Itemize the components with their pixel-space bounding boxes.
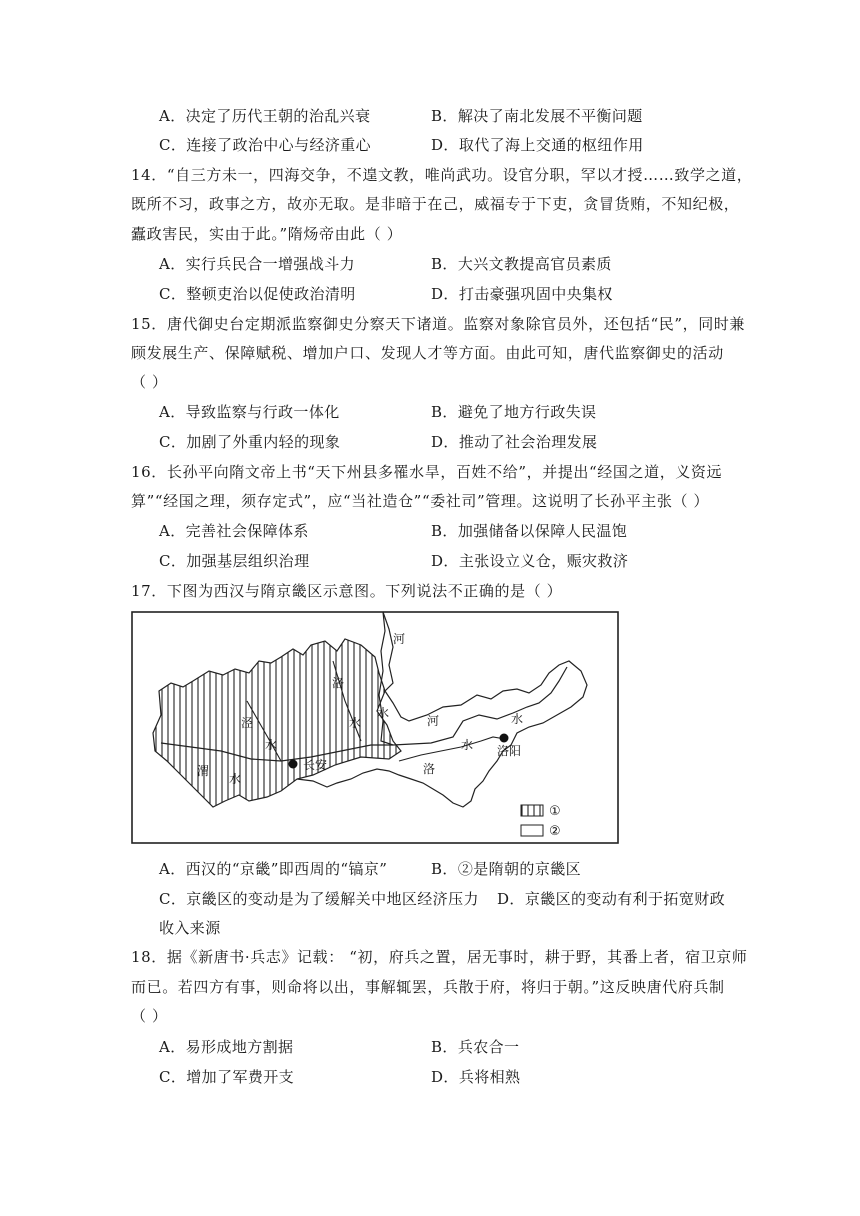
map-label: 长安 bbox=[303, 758, 328, 772]
luoyang-marker bbox=[500, 734, 509, 743]
q18-stem-line: （ ） bbox=[131, 1007, 168, 1025]
map-label: 水 bbox=[265, 738, 278, 752]
q17-option-a: A．西汉的“京畿”即西周的“镐京” bbox=[159, 860, 388, 878]
q15-stem-line: （ ） bbox=[131, 373, 168, 391]
q18-stem-line: 18．据《新唐书·兵志》记载： “初，府兵之置，居无事时，耕于野，其番上者，宿卫京师 bbox=[131, 948, 748, 966]
q15-option-b: B．避免了地方行政失误 bbox=[431, 403, 597, 421]
q16-option-b: B．加强储备以保障人民温饱 bbox=[431, 522, 628, 540]
q14-option-c: C．整顿吏治以促使政治清明 bbox=[159, 285, 356, 303]
q14-stem-line: 既所不习，政事之方，故亦无取。是非暗于在己，威福专于下吏，贪冒货贿，不知纪极， bbox=[131, 195, 740, 213]
q17-option-d: D．京畿区的变动有利于拓宽财政 bbox=[497, 890, 726, 908]
map-label: 河 bbox=[427, 714, 440, 728]
q13-option-b: B．解决了南北发展不平衡问题 bbox=[431, 107, 643, 125]
q14-stem-line: 14．“自三方未一，四海交争，不遑文教，唯尚武功。设官分职，罕以才授……致学之道， bbox=[131, 166, 753, 184]
q17-stem-line: 17．下图为西汉与隋京畿区示意图。下列说法不正确的是（ ） bbox=[131, 582, 563, 600]
changan-marker bbox=[289, 760, 298, 769]
q17-option-d-continued: 收入来源 bbox=[159, 919, 221, 937]
map-label: 水 bbox=[511, 712, 524, 726]
q16-option-d: D．主张设立义仓，赈灾救济 bbox=[431, 552, 629, 570]
q16-option-a: A．完善社会保障体系 bbox=[159, 522, 309, 540]
q18-option-a: A．易形成地方割据 bbox=[159, 1038, 294, 1056]
q16-stem-line: 16．长孙平向隋文帝上书“天下州县多罹水旱，百姓不给”，并提出“经国之道，义资远 bbox=[131, 463, 723, 481]
map-label: 洛 bbox=[332, 676, 345, 690]
q15-option-d: D．推动了社会治理发展 bbox=[431, 433, 598, 451]
map-label: 水 bbox=[461, 738, 474, 752]
map-label: 泾 bbox=[241, 716, 254, 730]
q17-option-c: C．京畿区的变动是为了缓解关中地区经济压力 bbox=[159, 890, 479, 908]
map-label: 水 bbox=[349, 716, 362, 730]
q18-option-b: B．兵农合一 bbox=[431, 1038, 520, 1056]
map-label: 洛 bbox=[423, 762, 436, 776]
q15-stem-line: 顾发展生产、保障赋税、增加户口、发现人才等方面。由此可知，唐代监察御史的活动 bbox=[131, 344, 724, 362]
q14-option-b: B．大兴文教提高官员素质 bbox=[431, 255, 612, 273]
capital-region-map bbox=[131, 611, 619, 844]
q13-option-a: A．决定了历代王朝的治乱兴衰 bbox=[159, 107, 371, 125]
map-label: 水 bbox=[377, 706, 390, 720]
legend-label: ① bbox=[549, 804, 561, 819]
map-label: 洛阳 bbox=[497, 744, 522, 758]
q15-option-c: C．加剧了外重内轻的现象 bbox=[159, 433, 341, 451]
q17-option-b: B．②是隋朝的京畿区 bbox=[431, 860, 582, 878]
q15-option-a: A．导致监察与行政一体化 bbox=[159, 403, 340, 421]
legend-label: ② bbox=[549, 824, 561, 839]
q13-option-d: D．取代了海上交通的枢纽作用 bbox=[431, 136, 644, 154]
q16-stem-line: 算”“经国之理，须存定式”，应“当社造仓”“委社司”管理。这说明了长孙平主张（ ） bbox=[131, 492, 710, 510]
q18-option-c: C．增加了军费开支 bbox=[159, 1068, 295, 1086]
map-label: 渭 bbox=[197, 764, 210, 778]
map-label: 河 bbox=[393, 632, 406, 646]
q18-option-d: D．兵将相熟 bbox=[431, 1068, 521, 1086]
legend-swatch-outline bbox=[521, 825, 543, 836]
map-label: 水 bbox=[229, 772, 242, 786]
q15-stem-line: 15．唐代御史台定期派监察御史分察天下诸道。监察对象除官员外，还包括“民”，同时兼 bbox=[131, 315, 746, 333]
q18-stem-line: 而已。若四方有事，则命将以出，事解辄罢，兵散于府，将归于朝。”这反映唐代府兵制 bbox=[131, 978, 725, 996]
q14-stem-line: 蠹政害民，实由于此。”隋炀帝由此（ ） bbox=[131, 225, 403, 243]
legend-swatch-hatched bbox=[521, 805, 543, 816]
q16-option-c: C．加强基层组织治理 bbox=[159, 552, 310, 570]
q14-option-a: A．实行兵民合一增强战斗力 bbox=[159, 255, 356, 273]
q13-option-c: C．连接了政治中心与经济重心 bbox=[159, 136, 372, 154]
q14-option-d: D．打击豪强巩固中央集权 bbox=[431, 285, 613, 303]
